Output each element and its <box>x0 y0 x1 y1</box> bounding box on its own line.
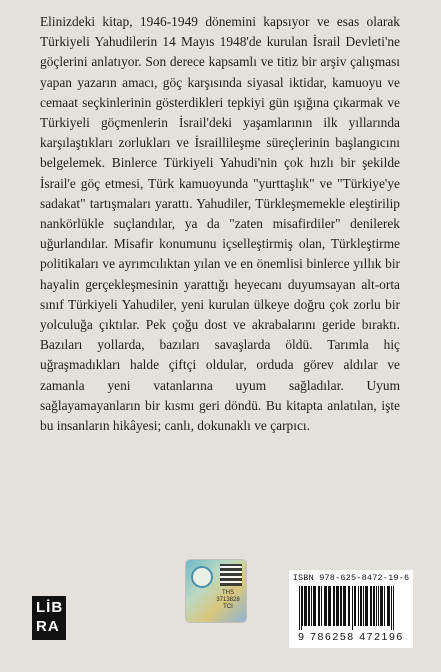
barcode-bar <box>365 586 368 626</box>
barcode-bar <box>308 586 310 626</box>
seal-icon <box>191 566 213 588</box>
barcode-bars <box>299 586 405 630</box>
barcode-digits: 9 786258 472196 <box>298 631 404 643</box>
blurb-paragraph: Elinizdeki kitap, 1946-1949 dönemini kapsıyor ve esas olarak Türkiyeli Yahudilerin 14 Mayıs 1948'de kurulan İsrail Devleti'ne göçlerini anlatıyor. Son derece kapsamlı ve titiz bir arşiv çalışması yapan yazarın amacı, göç karşısında siyasal iktidar, kamuoyu ve cemaat seçkinlerinin gösterdikleri tepkiyi gün ışığına çıkarmak ve Türkiyeli göçmenlerin İsrail'deki yaşamlarının ilk yıllarında karşılaştıkları zorlukları ve İsraillileşme süreçlerinin başlangıcını belgelemek. Binlerce Türkiyeli Yahudi'nin çok hızlı bir şekilde İsrail'e göç etmesi, Türk kamuoyunda "yurttaşlık" ve "Türkiye'ye sadakat" tartışmaları yarattı. Yahudiler, Türkleşmemekle eleştirilip nankörlükle suçlandılar, ya da "zaten misafirdiler" denilerek uğurlandılar. Misafir konumunu içselleştirmiş olan, Türkleştirme politikaları ve ayrımcılıktan yılan ve en önemlisi binlerce yıllık bir hayalin gerçekleşmesinin yarattığı heyecanı duyumsayan alt-orta sınıf Türkiyeli Yahudiler, yeni kurulan ülkeye doğru çok zorlu bir yolculuğa çıktılar. Pek çoğu dost ve akrabalarını geride bıraktı. Bazıları yollarda, bazıları savaşlarda öldü. Tarımla hiç uğraşmadıkları halde çiftçi oldular, orduda görev aldılar ve zamanla yeni vatanlarına uyum sağladılar. Uyum sağlayamayanların bir kısmı geri döndü. Bu kitapta anlatılan, işte bu insanların hikâyesi; canlı, dokunaklı ve çarpıcı. <box>40 14 400 434</box>
qr-code-icon <box>220 564 242 586</box>
stamp-line-3: TCI <box>223 604 233 610</box>
banderol-stamp <box>186 560 246 622</box>
barcode-bar <box>384 586 385 626</box>
barcode-bar <box>333 586 335 626</box>
barcode-bar <box>354 586 356 626</box>
isbn-label: ISBN 978-625-8472-19-6 <box>292 573 410 583</box>
barcode-bar <box>304 586 307 626</box>
barcode-bar <box>378 586 379 626</box>
publisher-logo <box>32 596 66 640</box>
barcode-bar <box>301 586 302 630</box>
barcode-bar <box>313 586 316 626</box>
barcode-bar <box>360 586 362 626</box>
barcode-bar <box>299 586 300 630</box>
stamp-line-1: THS <box>222 590 234 596</box>
barcode-bar <box>370 586 372 626</box>
stamp-text <box>212 590 244 611</box>
isbn-barcode <box>289 570 413 648</box>
barcode-bar <box>358 586 359 626</box>
barcode-bar <box>348 586 350 626</box>
barcode-bar <box>340 586 342 626</box>
barcode-bar <box>363 586 364 626</box>
barcode-bar <box>376 586 377 626</box>
barcode-bar <box>311 586 312 626</box>
barcode-bar <box>391 586 392 630</box>
barcode-bar <box>352 586 353 630</box>
barcode-bar <box>387 586 390 626</box>
barcode-bar <box>302 586 303 626</box>
stamp-line-2: 3713828 <box>216 597 240 603</box>
barcode-bar <box>373 586 375 626</box>
logo-line-2: RA <box>36 618 60 635</box>
barcode-bar <box>328 586 331 626</box>
back-cover-blurb <box>40 12 400 436</box>
barcode-bar <box>321 586 322 626</box>
barcode-bar <box>380 586 383 626</box>
barcode-bar <box>343 586 346 626</box>
barcode-bar <box>393 586 394 630</box>
logo-line-1: LİB <box>36 599 64 616</box>
barcode-bar <box>318 586 320 626</box>
barcode-bar <box>336 586 339 626</box>
barcode-bar <box>324 586 327 626</box>
